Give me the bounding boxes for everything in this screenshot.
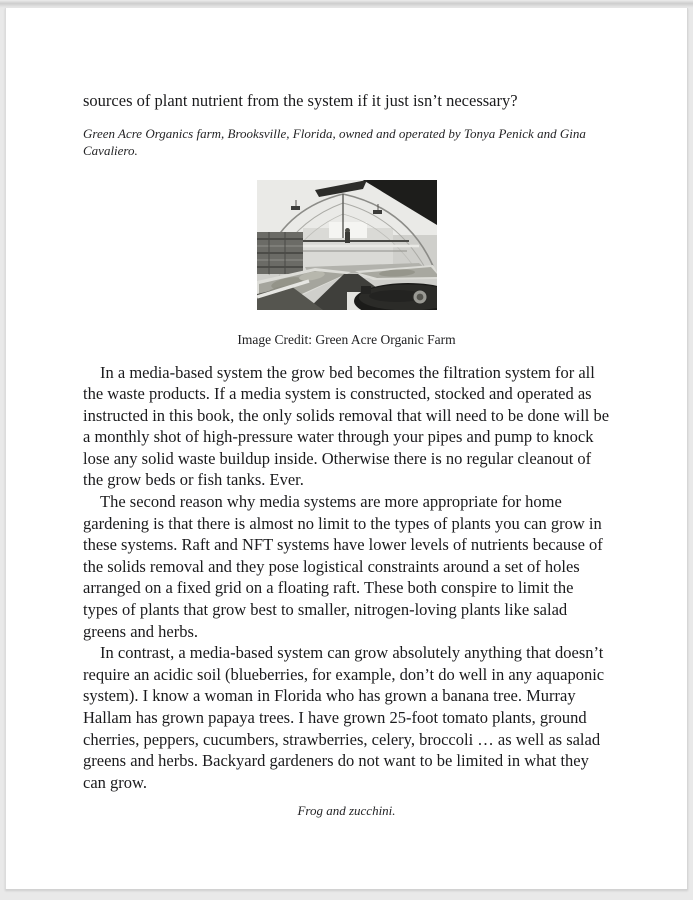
paragraph-second-reason: The second reason why media systems are more appropriate for home gardening is that there is almost no limit to the types of plants you can grow in these systems. Raft and NFT systems have lower levels of nutrients because of the solids removal and they pose logistical constraints around a set of holes arranged on a fixed grid on a floating raft. These both conspire to limit the types of plants that grow best to smaller, nitrogen-loving plants like salad greens and herbs. [83, 492, 603, 641]
frog-zucchini-caption: Frog and zucchini. [297, 803, 396, 819]
previous-page-edge [0, 0, 693, 8]
farm-location-note: Green Acre Organics farm, Brooksville, Florida, owned and operated by Tonya Penick and Gina Cavaliero. [83, 125, 586, 158]
body-text-block [83, 362, 610, 794]
greenhouse-photo [257, 180, 437, 310]
document-page [5, 8, 688, 890]
image-credit-caption: Image Credit: Green Acre Organic Farm [237, 331, 456, 347]
greenhouse-figure [83, 180, 610, 348]
paragraph-in-contrast: In contrast, a media-based system can grow absolutely anything that doesn’t require an acidic soil (blueberries, for example, don’t do well in any aquaponic system). I know a woman in Florida who has grown a banana tree. Murray Hallam has grown papaya trees. I have grown 25-foot tomato plants, ground cherries, peppers, cucumbers, strawberries, celery, broccoli … as well as salad greens and herbs. Backyard gardeners do not want to be limited in what they can grow. [83, 643, 605, 792]
paragraph-media-filtration: In a media-based system the grow bed becomes the filtration system for all the waste products. If a media system is constructed, stocked and operated as instructed in this book, the only solids removal that will need to be done will be a monthly shot of high-pressure water through your pipes and pump to knock lose any solid waste buildup inside. Otherwise there is no regular cleanout of the grow beds or fish tanks. Ever. [83, 362, 610, 490]
body-continuation-line: sources of plant nutrient from the system if it just isn’t necessary? [83, 91, 518, 110]
